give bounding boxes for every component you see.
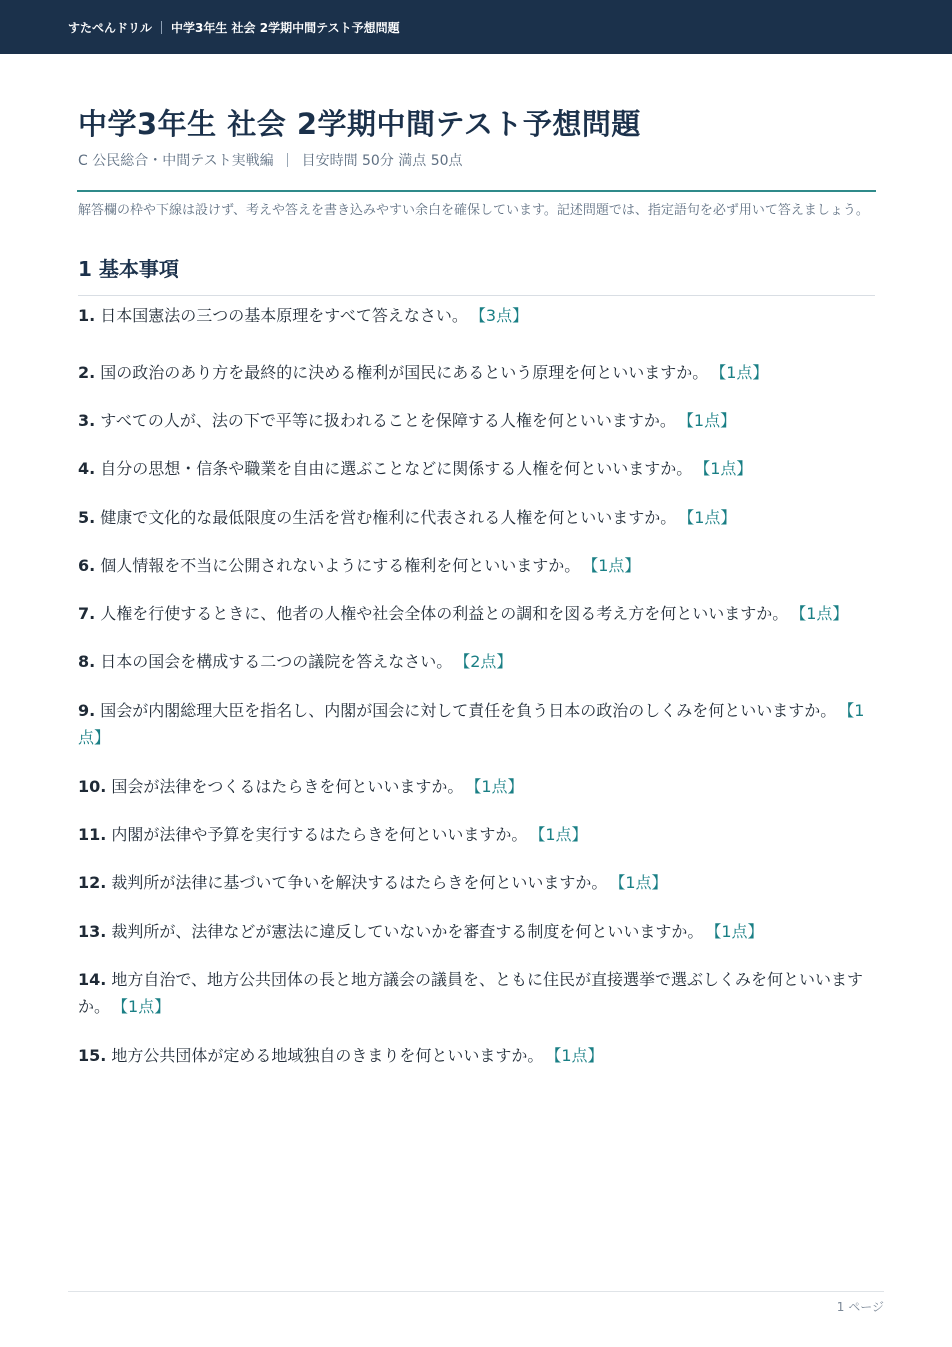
question-item: [78, 552, 878, 579]
brand-name: すたぺんドリル: [68, 20, 153, 35]
question-item: [78, 504, 878, 531]
question-points: 【1点】: [553, 1046, 604, 1065]
subtitle-divider: [287, 153, 288, 167]
question-text: 国会が法律をつくるはたらきを何といいますか。: [111, 777, 464, 796]
question-points: 【1点】: [798, 604, 849, 623]
question-item: [78, 821, 878, 848]
question-text: すべての人が、法の下で平等に扱われることを保障する人権を何といいますか。: [100, 411, 676, 430]
question-text: 裁判所が法律に基づいて争いを解決するはたらきを何といいますか。: [111, 873, 608, 892]
question-number: 10.: [78, 777, 107, 796]
question-text: 健康で文化的な最低限度の生活を営む権利に代表される人権を何といいますか。: [100, 508, 677, 527]
question-text: 日本の国会を構成する二つの議院を答えなさい。: [100, 652, 453, 671]
unit-label: C 公民総合・中間テスト実戦編: [78, 153, 274, 169]
question-points: 【1点】: [120, 997, 171, 1016]
question-text: 裁判所が、法律などが憲法に違反していないかを審査する制度を何といいますか。: [111, 922, 704, 941]
question-number: 2.: [78, 363, 96, 382]
question-number: 13.: [78, 922, 107, 941]
page-number: 1 ページ: [836, 1300, 884, 1314]
question-number: 14.: [78, 970, 107, 989]
question-item: [78, 648, 878, 675]
question-number: 7.: [78, 604, 96, 623]
section-heading: 1 基本事項: [78, 257, 179, 281]
question-points: 【1点】: [473, 777, 524, 796]
question-number: 5.: [78, 508, 96, 527]
question-number: 1.: [78, 306, 96, 325]
question-points: 【1点】: [685, 411, 737, 430]
section-divider: [78, 295, 875, 296]
page-title: 中学3年生 社会 2学期中間テスト予想問題: [78, 107, 641, 141]
question-points: 【1点】: [686, 508, 737, 527]
question-item: [78, 302, 878, 329]
question-points: 【2点】: [462, 652, 513, 671]
question-text: 国の政治のあり方を最終的に決める権利が国民にあるという原理を何といいますか。: [100, 363, 709, 382]
top-header-bar: [0, 0, 952, 54]
question-points: 【1点】: [713, 922, 764, 941]
question-item: [78, 455, 878, 482]
question-text: 人権を行使するときに、他者の人権や社会全体の利益との調和を図る考え方を何といいますか。: [100, 604, 789, 623]
question-text: 国会が内閣総理大臣を指名し、内閣が国会に対して責任を負う日本の政治のしくみを何といいますか。: [100, 701, 837, 720]
question-text: 地方公共団体が定める地域独自のきまりを何といいますか。: [111, 1046, 544, 1065]
question-item: [78, 869, 878, 896]
question-points: 【1点】: [78, 701, 865, 747]
footer-divider: [68, 1291, 884, 1292]
instructions-text: 解答欄の枠や下線は設けず、考えや答えを書き込みやすい余白を確保しています。記述問題では、指定語句を必ず用いて答えましょう。: [78, 203, 869, 218]
question-item: [78, 1042, 878, 1069]
question-points: 【1点】: [590, 556, 641, 575]
question-item: [78, 359, 878, 386]
question-number: 4.: [78, 459, 96, 478]
header-divider: [161, 21, 162, 34]
question-number: 9.: [78, 701, 96, 720]
question-text: 地方自治で、地方公共団体の長と地方議会の議員を、ともに住民が直接選挙で選ぶしくみを何といいますか。: [78, 970, 864, 1016]
question-number: 11.: [78, 825, 107, 844]
question-item: [78, 918, 878, 945]
question-points: 【1点】: [702, 459, 753, 478]
question-points: 【1点】: [537, 825, 588, 844]
question-number: 6.: [78, 556, 96, 575]
question-number: 3.: [78, 411, 96, 430]
question-item: [78, 407, 878, 434]
question-text: 日本国憲法の三つの基本原理をすべて答えなさい。: [100, 306, 468, 325]
question-item: [78, 773, 878, 800]
question-text: 個人情報を不当に公開されないようにする権利を何といいますか。: [100, 556, 581, 575]
question-points: 【1点】: [617, 873, 668, 892]
question-number: 12.: [78, 873, 107, 892]
question-number: 8.: [78, 652, 96, 671]
question-points: 【3点】: [477, 306, 529, 325]
question-text: 内閣が法律や予算を実行するはたらきを何といいますか。: [111, 825, 528, 844]
question-text: 自分の思想・信条や職業を自由に選ぶことなどに関係する人権を何といいますか。: [100, 459, 693, 478]
question-item: [78, 966, 878, 1020]
page-subtitle: [78, 150, 463, 170]
header-doc-title: 中学3年生 社会 2学期中間テスト予想問題: [171, 20, 400, 35]
question-points: 【1点】: [718, 363, 769, 382]
title-accent-rule: [77, 190, 876, 192]
question-number: 15.: [78, 1046, 107, 1065]
exam-meta: 目安時間 50分 満点 50点: [301, 153, 463, 169]
question-item: [78, 697, 878, 751]
question-item: [78, 600, 878, 627]
